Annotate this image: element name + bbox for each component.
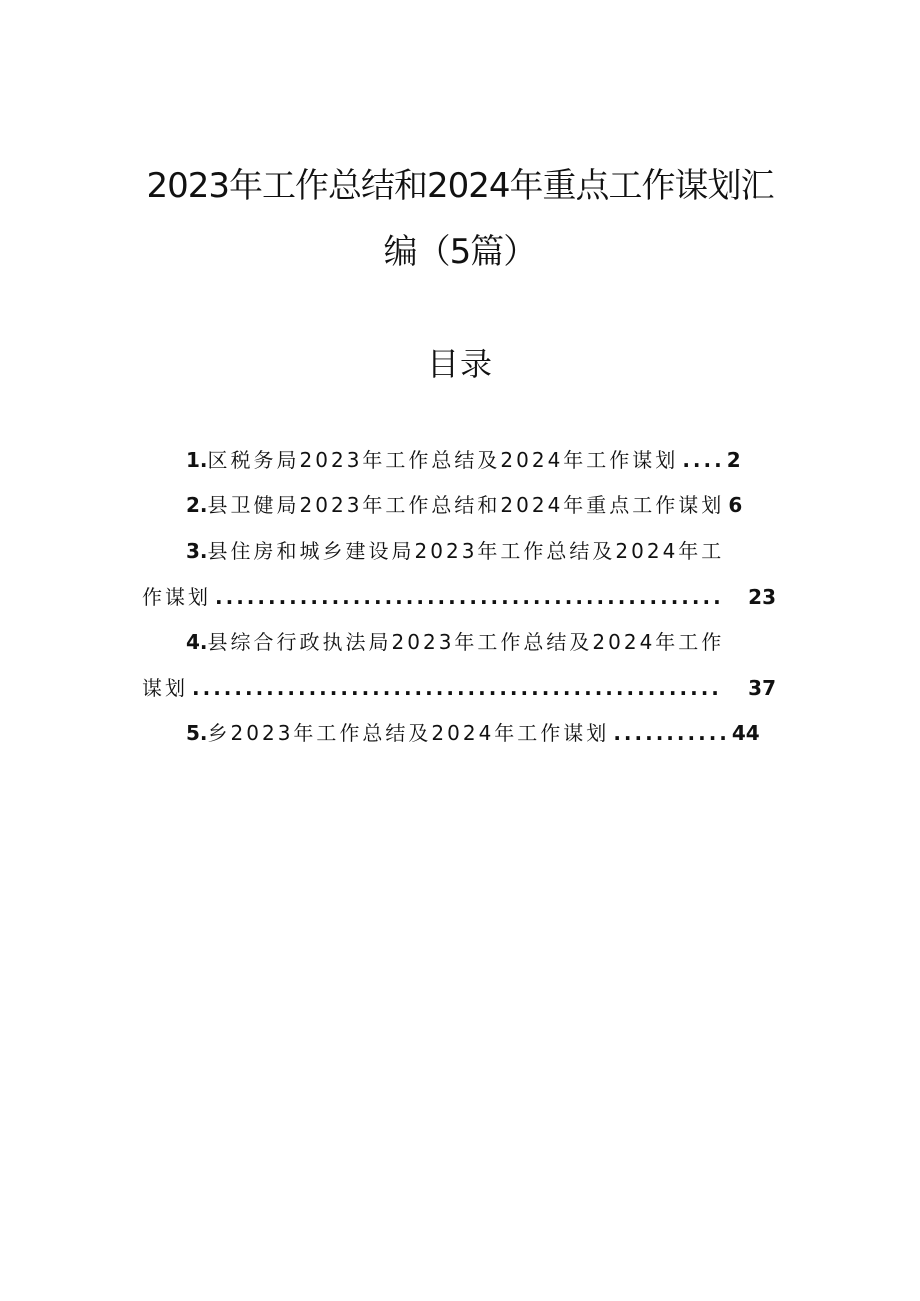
toc-entry-title-part-2: 作谋划 xyxy=(142,585,211,609)
toc-entry-2[interactable] xyxy=(186,491,746,519)
toc-entry-page: 23 xyxy=(748,585,776,609)
toc-entry-title: 县卫健局2023年工作总结和2024年重点工作谋划 xyxy=(207,493,725,517)
toc-entry-3-line-1[interactable] xyxy=(186,537,746,565)
document-title-line-2: 编（5篇） xyxy=(383,232,537,272)
toc-entry-number: 4. xyxy=(186,630,208,654)
toc-entry-leader: .... xyxy=(682,448,725,472)
toc-entry-5[interactable] xyxy=(186,719,766,747)
toc-entry-number: 1. xyxy=(186,448,208,472)
toc-entry-1[interactable] xyxy=(186,446,741,474)
toc-heading: 目录 xyxy=(426,345,493,383)
toc-entry-3-line-2[interactable] xyxy=(142,583,776,611)
toc-entry-title: 区税务局2023年工作总结及2024年工作谋划 xyxy=(207,448,679,472)
toc-entry-title-part-2: 谋划 xyxy=(142,676,188,700)
toc-entry-title: 乡2023年工作总结及2024年工作谋划 xyxy=(207,721,610,745)
toc-entry-page: 2 xyxy=(726,448,741,472)
toc-entry-page: 6 xyxy=(728,493,743,517)
toc-entry-number: 2. xyxy=(186,493,208,517)
toc-entry-title-part-1: 县综合行政执法局2023年工作总结及2024年工作 xyxy=(207,630,725,654)
toc-entry-page: 44 xyxy=(731,721,760,745)
toc-entry-number: 3. xyxy=(186,539,208,563)
toc-entry-number: 5. xyxy=(186,721,208,745)
toc-entry-4-line-2[interactable] xyxy=(142,674,776,702)
toc-entry-4-line-1[interactable] xyxy=(186,628,746,656)
toc-entry-leader: ................................................ xyxy=(215,585,724,609)
document-title-line-1: 2023年工作总结和2024年重点工作谋划汇 xyxy=(146,166,774,206)
toc-entry-leader: .................................................. xyxy=(192,676,722,700)
toc-entry-leader: ........... xyxy=(613,721,730,745)
toc-entry-title-part-1: 县住房和城乡建设局2023年工作总结及2024年工 xyxy=(207,539,725,563)
toc-entry-page: 37 xyxy=(748,676,776,700)
